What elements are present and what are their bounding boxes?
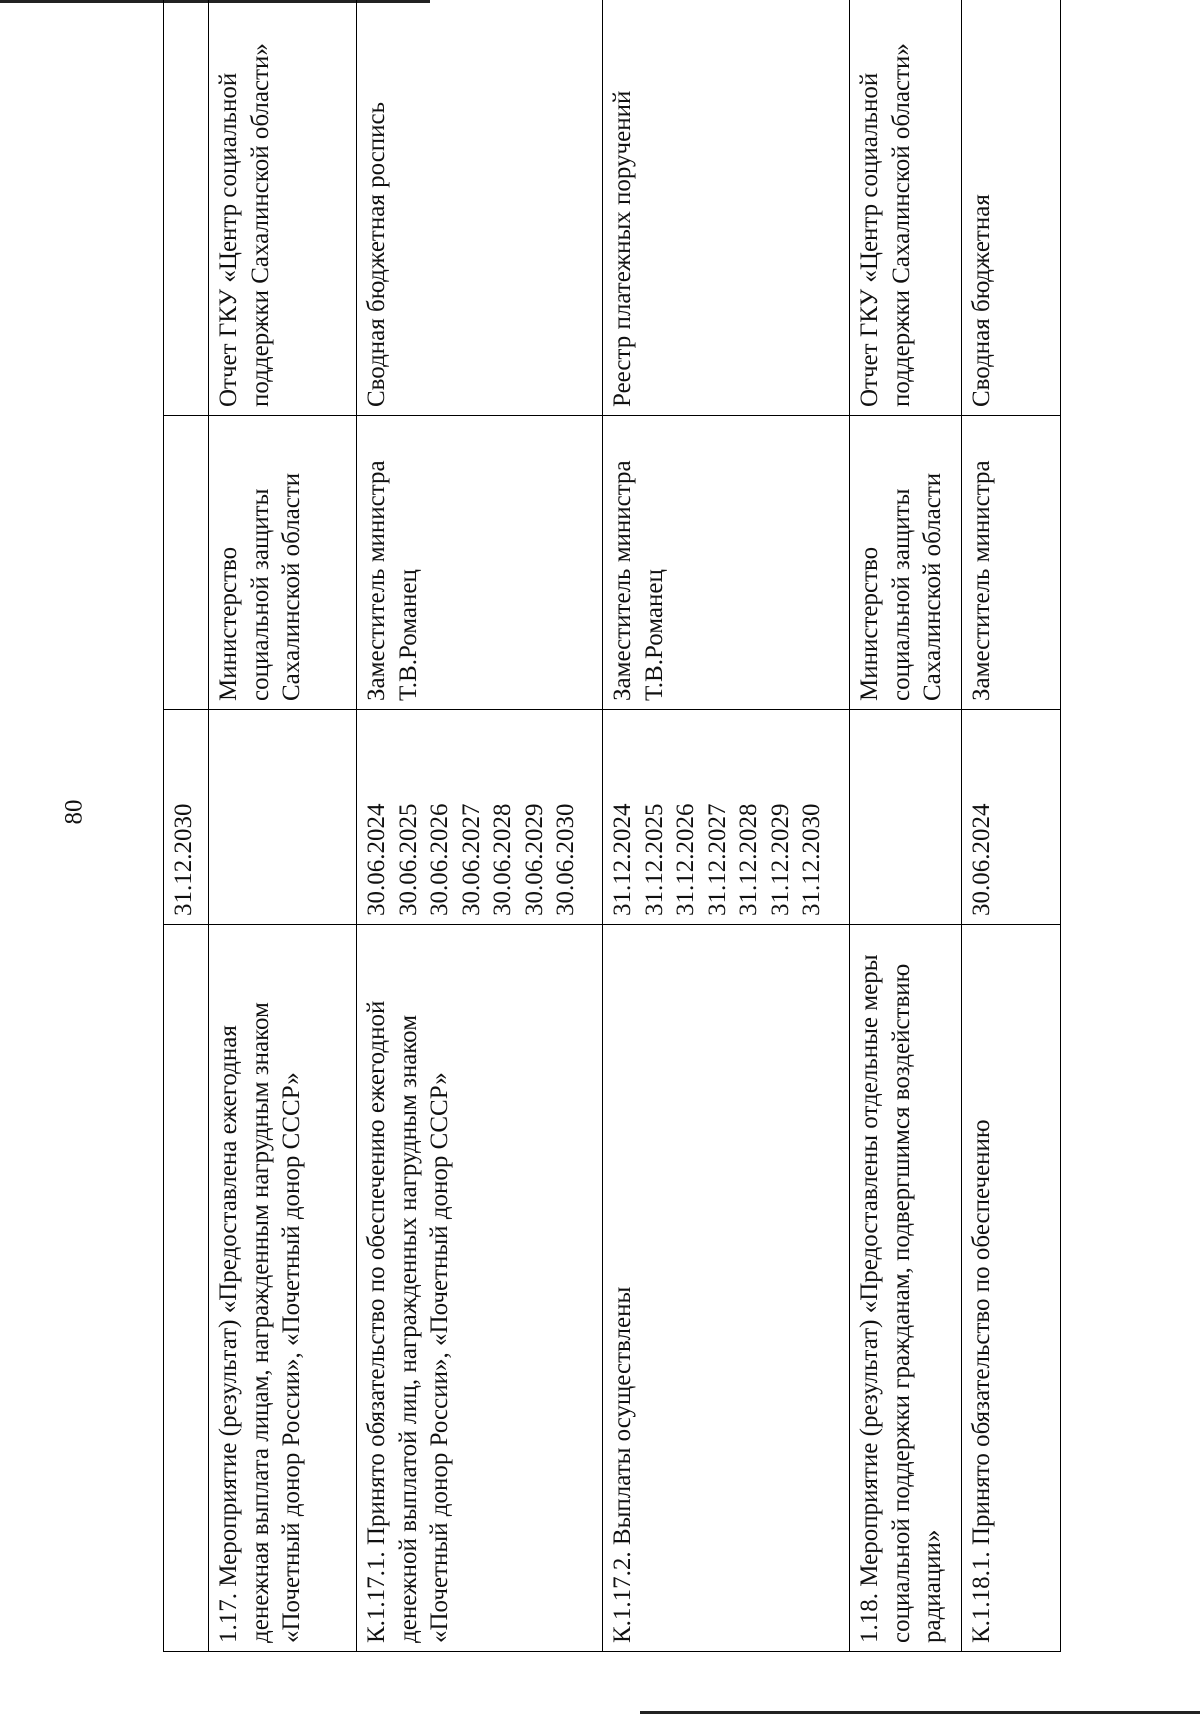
cell-date: 30.06.2024 xyxy=(962,710,1061,925)
table-row xyxy=(164,0,209,1652)
cell-date: 30.06.2024 30.06.2025 30.06.2026 30.06.2027 30.06.2028 30.06.2029 30.06.2030 xyxy=(357,710,603,925)
cell-date: 31.12.2030 xyxy=(164,710,209,925)
cell-responsible: Заместитель министра xyxy=(962,416,1061,710)
page-number: 80 xyxy=(60,799,88,825)
table-row xyxy=(603,0,850,1652)
cell-responsible: Министерство социальной защиты Сахалинской области xyxy=(209,416,357,710)
cell-document: Реестр платежных поручений xyxy=(603,0,850,416)
cell-title: К.1.17.1. Принято обязательство по обеспечению ежегодной денежной выплатой лиц, награжденных нагрудным знаком «Почетный донор России», «Почетный донор СССР» xyxy=(357,925,603,1652)
table-row xyxy=(962,0,1061,1652)
table-row xyxy=(357,0,603,1652)
cell-date xyxy=(850,710,962,925)
cell-title: 1.17. Мероприятие (результат) «Предоставлена ежегодная денежная выплата лицам, награжденным нагрудным знаком «Почетный донор России», «Почетный донор СССР» xyxy=(209,925,357,1652)
rotated-page xyxy=(163,43,1060,1652)
table-row xyxy=(209,0,357,1652)
cell-document xyxy=(164,0,209,416)
cell-responsible xyxy=(164,416,209,710)
scan-edge-bottom xyxy=(640,1711,1200,1714)
schedule-table xyxy=(163,0,1061,1652)
cell-title: К.1.18.1. Принято обязательство по обеспечению xyxy=(962,925,1061,1652)
cell-document: Сводная бюджетная xyxy=(962,0,1061,416)
cell-responsible: Заместитель министра Т.В.Романец xyxy=(603,416,850,710)
cell-document: Отчет ГКУ «Центр социальной поддержки Сахалинской области» xyxy=(209,0,357,416)
cell-date: 31.12.2024 31.12.2025 31.12.2026 31.12.2027 31.12.2028 31.12.2029 31.12.2030 xyxy=(603,710,850,925)
cell-title: 1.18. Мероприятие (результат) «Предоставлены отдельные меры социальной поддержки гражданам, подвергшимся воздействию радиации» xyxy=(850,925,962,1652)
cell-document: Сводная бюджетная роспись xyxy=(357,0,603,416)
cell-responsible: Министерство социальной защиты Сахалинской области xyxy=(850,416,962,710)
cell-date xyxy=(209,710,357,925)
table-row xyxy=(850,0,962,1652)
cell-responsible: Заместитель министра Т.В.Романец xyxy=(357,416,603,710)
cell-title xyxy=(164,925,209,1652)
cell-title: К.1.17.2. Выплаты осуществлены xyxy=(603,925,850,1652)
cell-document: Отчет ГКУ «Центр социальной поддержки Сахалинской области» xyxy=(850,0,962,416)
